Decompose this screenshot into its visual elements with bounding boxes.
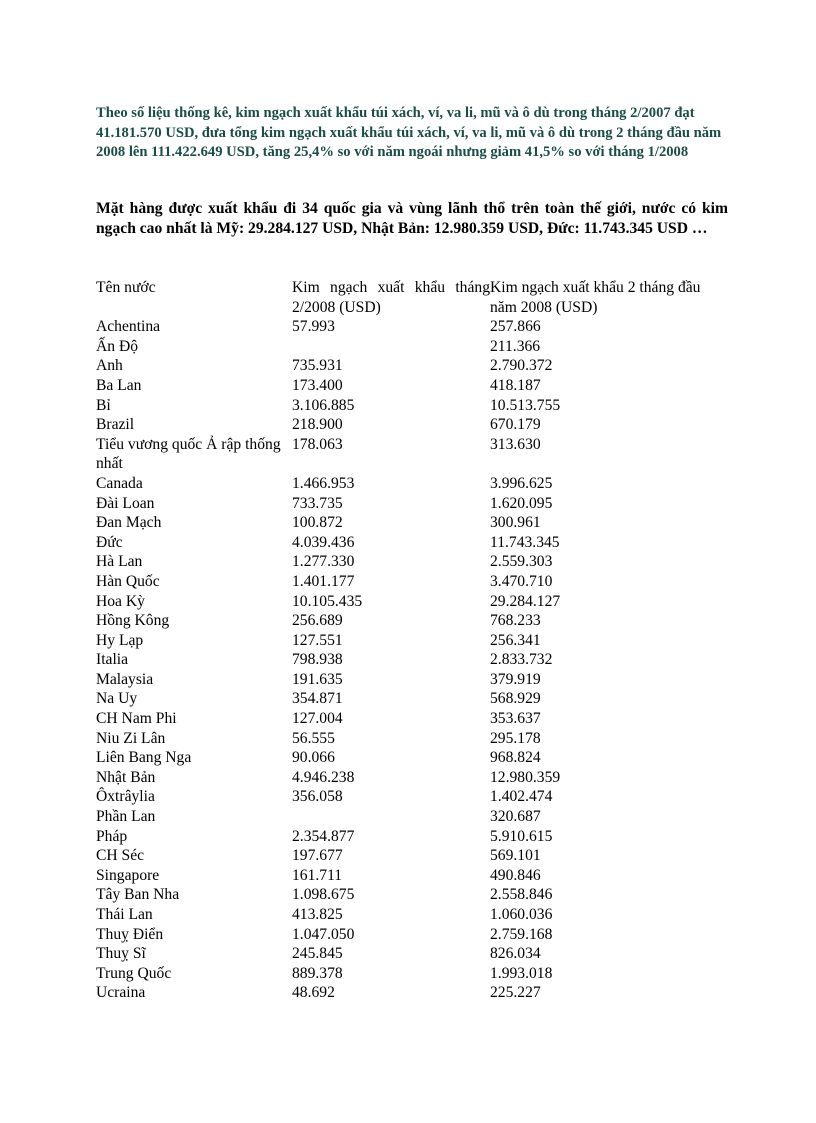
- cell-country: CH Nam Phi: [96, 710, 177, 728]
- cell-country: Hoa Kỳ: [96, 592, 145, 610]
- cell-two-months-2008: 490.846: [490, 866, 541, 884]
- cell-two-months-2008: 568.929: [490, 690, 541, 708]
- cell-feb-2008: 1.401.177: [292, 572, 355, 590]
- cell-two-months-2008: 768.233: [490, 612, 541, 630]
- header-country: Tên nước: [96, 279, 156, 296]
- table-body: [96, 317, 716, 1003]
- cell-two-months-2008: 257.866: [490, 318, 541, 336]
- cell-country: Brazil: [96, 416, 135, 434]
- table-row: [96, 631, 716, 651]
- cell-two-months-2008: 211.366: [490, 337, 541, 355]
- cell-feb-2008: 889.378: [292, 964, 343, 982]
- cell-feb-2008: 3.106.885: [292, 396, 355, 414]
- table-row: [96, 768, 716, 788]
- cell-feb-2008: 178.063: [292, 435, 343, 453]
- cell-feb-2008: 57.993: [292, 318, 335, 336]
- cell-country: Hy Lạp: [96, 631, 144, 649]
- table-row: [96, 670, 716, 690]
- cell-feb-2008: [292, 337, 490, 357]
- cell-two-months-2008: 1.402.474: [490, 788, 553, 806]
- table-row: [96, 787, 716, 807]
- cell-country: Pháp: [96, 827, 128, 845]
- cell-two-months-2008: 10.513.755: [490, 396, 561, 414]
- table-row: [96, 944, 716, 964]
- cell-feb-2008: 413.825: [292, 906, 343, 923]
- table-row: [96, 494, 716, 514]
- cell-feb-2008: 1.047.050: [292, 925, 355, 943]
- cell-country: Ba Lan: [96, 376, 142, 394]
- table-row: [96, 572, 716, 592]
- cell-country: Hàn Quốc: [96, 572, 160, 590]
- table-row: [96, 748, 716, 768]
- cell-feb-2008: 2.354.877: [292, 827, 355, 845]
- cell-two-months-2008: 320.687: [490, 808, 541, 826]
- cell-country: Niu Zi Lân: [96, 729, 166, 747]
- cell-two-months-2008: 2.790.372: [490, 357, 553, 375]
- cell-feb-2008: 245.845: [292, 945, 343, 963]
- cell-two-months-2008: 11.743.345: [490, 533, 560, 551]
- cell-feb-2008: 1.277.330: [292, 553, 355, 571]
- cell-two-months-2008: 3.470.710: [490, 572, 553, 590]
- table-row: [96, 925, 716, 945]
- cell-two-months-2008: 418.187: [490, 376, 541, 394]
- cell-two-months-2008: 2.759.168: [490, 925, 553, 943]
- cell-feb-2008: 1.466.953: [292, 474, 355, 492]
- cell-country: Đài Loan: [96, 494, 155, 512]
- cell-country: Singapore: [96, 866, 160, 884]
- cell-two-months-2008: 379.919: [490, 670, 541, 688]
- intro-paragraph: Theo số liệu thống kê, kim ngạch xuất khẩu túi xách, ví, va li, mũ và ô dù trong tháng 2/2007 đạt 41.181.570 USD, đưa tổng kim ngạch xuất khẩu túi xách, ví, va li, mũ và ô dù trong 2 tháng đầu năm 2008 lên 111.422.649 USD, tăng 25,4% so với năm ngoái nhưng giảm 41,5% so với tháng 1/2008: [96, 105, 722, 161]
- cell-two-months-2008: 2.833.732: [490, 651, 553, 669]
- table-row: [96, 964, 716, 984]
- cell-two-months-2008: 353.637: [490, 710, 541, 728]
- cell-country: Thuỵ Sĩ: [96, 945, 146, 963]
- table-row: [96, 474, 716, 494]
- summary-paragraph: Mặt hàng được xuất khẩu đi 34 quốc gia và vùng lãnh thổ trên toàn thế giới, nước có kim ngạch cao nhất là Mỹ: 29.284.127 USD, Nhật Bản: 12.980.359 USD, Đức: 11.743.345 USD …: [96, 200, 728, 237]
- cell-feb-2008: 48.692: [292, 984, 335, 1002]
- cell-two-months-2008: 1.620.095: [490, 494, 553, 512]
- cell-feb-2008: 798.938: [292, 651, 343, 669]
- cell-two-months-2008: 29.284.127: [490, 592, 561, 610]
- cell-feb-2008: 90.066: [292, 749, 335, 767]
- cell-country: Đan Mạch: [96, 514, 162, 532]
- cell-two-months-2008: 5.910.615: [490, 827, 553, 845]
- cell-country: Thuỵ Điển: [96, 925, 164, 943]
- header-feb-2008: Kim ngạch xuất khẩu tháng 2/2008 (USD): [292, 279, 490, 316]
- table-row: [96, 885, 716, 905]
- table-row: [96, 592, 716, 612]
- cell-two-months-2008: 3.996.625: [490, 474, 553, 492]
- cell-country: Nhật Bản: [96, 768, 156, 786]
- table-row: [96, 866, 716, 886]
- table-row: [96, 807, 716, 827]
- cell-country: Thái Lan: [96, 906, 153, 923]
- table-row: [96, 337, 716, 357]
- cell-two-months-2008: 968.824: [490, 749, 541, 767]
- cell-feb-2008: 161.711: [292, 866, 343, 884]
- cell-two-months-2008: 2.559.303: [490, 553, 553, 571]
- table-row: [96, 376, 716, 396]
- cell-feb-2008: 733.735: [292, 494, 343, 512]
- cell-feb-2008: 127.004: [292, 710, 343, 728]
- table-row: [96, 552, 716, 572]
- cell-country: Ấn Độ: [96, 337, 139, 355]
- cell-country: Liên Bang Nga: [96, 749, 192, 767]
- table-header-row: [96, 278, 716, 317]
- cell-country: Italia: [96, 651, 129, 669]
- cell-country: Achentina: [96, 318, 161, 336]
- cell-feb-2008: 356.058: [292, 788, 343, 806]
- cell-two-months-2008: 225.227: [490, 984, 541, 1002]
- table-row: [96, 650, 716, 670]
- cell-feb-2008: 1.098.675: [292, 886, 355, 904]
- cell-country: Phần Lan: [96, 808, 156, 826]
- table-row: [96, 983, 716, 1003]
- cell-country: Ucraina: [96, 984, 146, 1002]
- table-row: [96, 533, 716, 553]
- cell-country: Na Uy: [96, 690, 138, 708]
- table-row: [96, 513, 716, 533]
- table-row: [96, 827, 716, 847]
- table-row: [96, 846, 716, 866]
- header-two-months-2008: Kim ngạch xuất khẩu 2 tháng đầu năm 2008 (USD): [490, 279, 701, 316]
- cell-country: Tiểu vương quốc Ả rập thống nhất: [96, 435, 281, 473]
- cell-feb-2008: 100.872: [292, 514, 343, 532]
- cell-feb-2008: 10.105.435: [292, 592, 363, 610]
- cell-country: Hồng Kông: [96, 612, 170, 630]
- table-row: [96, 905, 716, 925]
- cell-country: Trung Quốc: [96, 964, 172, 982]
- cell-two-months-2008: 569.101: [490, 847, 541, 865]
- cell-country: CH Séc: [96, 847, 145, 865]
- cell-feb-2008: 173.400: [292, 376, 343, 394]
- cell-two-months-2008: 826.034: [490, 945, 541, 963]
- cell-two-months-2008: 313.630: [490, 435, 541, 453]
- cell-country: Canada: [96, 474, 143, 492]
- cell-feb-2008: 127.551: [292, 631, 343, 649]
- cell-feb-2008: 4.039.436: [292, 533, 355, 551]
- table-row: [96, 611, 716, 631]
- cell-two-months-2008: 670.179: [490, 416, 541, 434]
- cell-feb-2008: 256.689: [292, 612, 343, 630]
- cell-country: Anh: [96, 357, 123, 375]
- table-row: [96, 317, 716, 337]
- cell-feb-2008: 218.900: [292, 416, 343, 434]
- table-row: [96, 415, 716, 435]
- cell-country: Hà Lan: [96, 553, 143, 571]
- cell-country: Ôxtrâylia: [96, 788, 155, 806]
- cell-two-months-2008: 295.178: [490, 729, 541, 747]
- cell-two-months-2008: 1.060.036: [490, 906, 553, 923]
- cell-feb-2008: 735.931: [292, 357, 343, 375]
- cell-feb-2008: 197.677: [292, 847, 343, 865]
- cell-two-months-2008: 300.961: [490, 514, 541, 532]
- cell-two-months-2008: 12.980.359: [490, 768, 561, 786]
- table-row: [96, 709, 716, 729]
- cell-country: Bỉ: [96, 396, 111, 414]
- export-table: [96, 278, 716, 1003]
- table-row: [96, 396, 716, 416]
- cell-country: Tây Ban Nha: [96, 886, 180, 904]
- table-row: [96, 435, 716, 474]
- table-row: [96, 356, 716, 376]
- table-row: [96, 689, 716, 709]
- cell-two-months-2008: 256.341: [490, 631, 541, 649]
- cell-country: Đức: [96, 533, 123, 551]
- table-row: [96, 729, 716, 749]
- cell-feb-2008: 4.946.238: [292, 768, 355, 786]
- cell-feb-2008: 191.635: [292, 670, 343, 688]
- cell-two-months-2008: 2.558.846: [490, 886, 553, 904]
- cell-feb-2008: 56.555: [292, 729, 335, 747]
- cell-country: Malaysia: [96, 670, 154, 688]
- cell-feb-2008: 354.871: [292, 690, 343, 708]
- cell-two-months-2008: 1.993.018: [490, 964, 553, 982]
- cell-feb-2008: [292, 807, 490, 827]
